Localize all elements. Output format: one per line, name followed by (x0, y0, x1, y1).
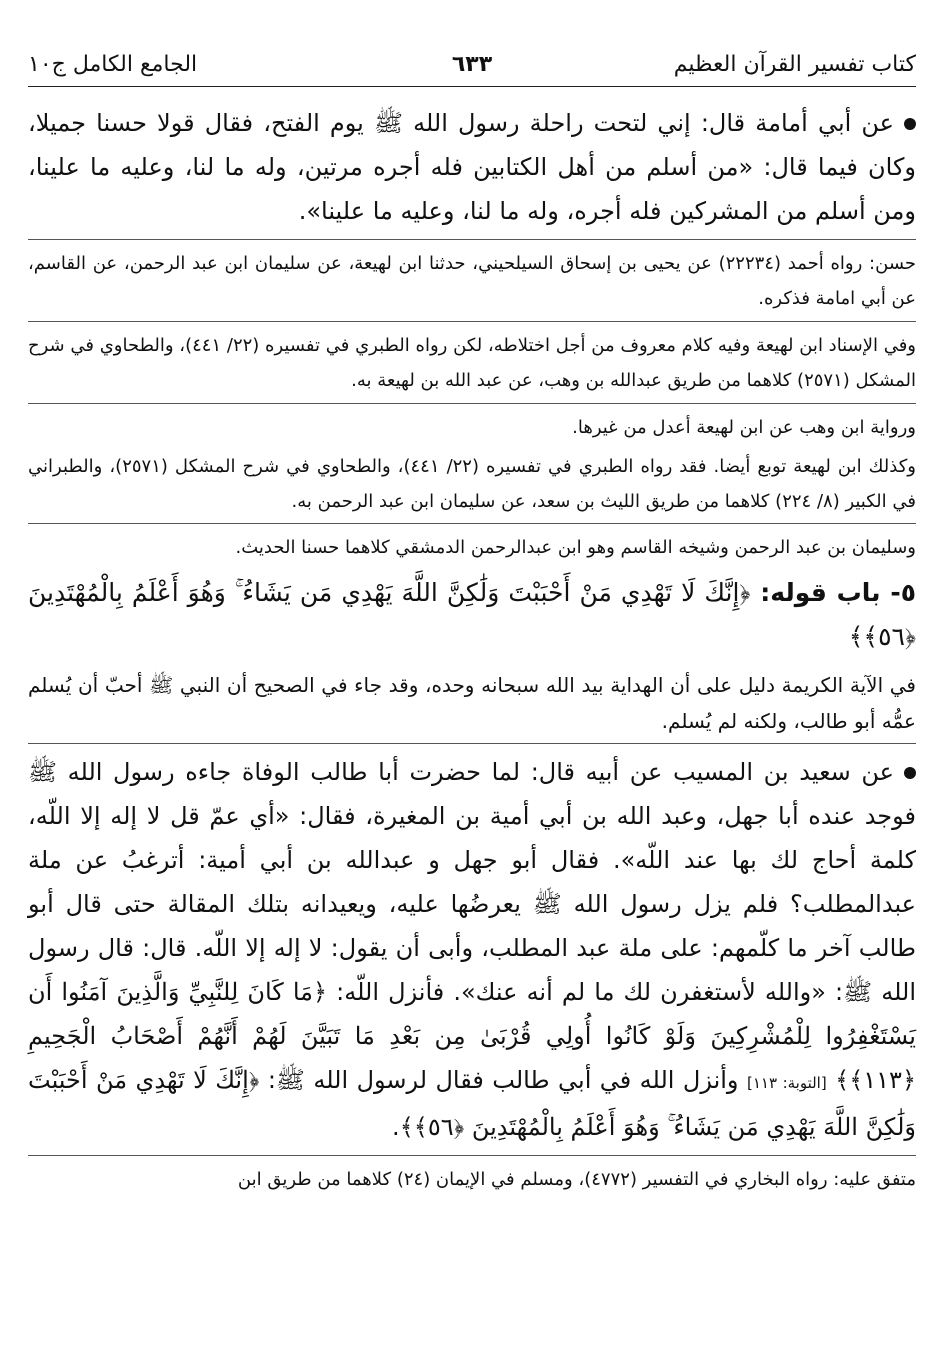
divider (28, 321, 916, 322)
divider (28, 239, 916, 240)
quran-verse: ﴿مَا كَانَ لِلنَّبِيِّ وَالَّذِينَ آمَنُوا أَن يَسْتَغْفِرُوا لِلْمُشْرِكِينَ وَلَوْ كَانُوا أُولِي قُرْبَىٰ مِن بَعْدِ مَا تَبَيَّنَ لَهُمْ أَنَّهُمْ أَصْحَابُ الْجَحِيمِ ﴿١١٣﴾﴾ (28, 978, 916, 1094)
hadith-text (28, 101, 916, 233)
book-page (28, 46, 916, 1356)
quran-verse: ﴿إِنَّكَ لَا تَهْدِي مَنْ أَحْبَبْتَ وَلَٰكِنَّ اللَّهَ يَهْدِي مَن يَشَاءُ ۚ وَهُوَ أَعْلَمُ بِالْمُهْتَدِينَ ﴿٥٦﴾﴾ (28, 578, 916, 651)
divider (28, 743, 916, 744)
hadith-body: عن سعيد بن المسيب عن أبيه قال: لما حضرت أبا طالب الوفاة جاءه رسول الله ﷺ فوجد عنده أبا جهل، وعبد الله بن أبي أمية بن المغيرة، فقال: «أي عمّ قل لا إله إلا اللّه، كلمة أحاج لك بها عند اللّه». فقال أبو جهل و عبدالله بن أبي أمية: أترغبُ عن ملة عبدالمطلب؟ فلم يزل رسول الله ﷺ يعرضُها عليه، ويعيدانه بتلك المقالة حتى قال أبو طالب آخر ما كلّمهم: على ملة عبد المطلب، وأبى أن يقول: لا إله إلا اللّه. قال: قال رسول الله ﷺ: «والله لأستغفرن لك ما لم أنه عنك». فأنزل اللّه: (28, 758, 916, 1006)
verse-reference: [التوبة: ١١٣] (746, 1074, 827, 1092)
chapter-heading (28, 571, 916, 659)
divider (28, 403, 916, 404)
isnad-note: ورواية ابن وهب عن ابن لهيعة أعدل من غيرها. (572, 417, 916, 438)
page-header (28, 46, 916, 87)
bullet-icon (904, 767, 916, 779)
divider (28, 523, 916, 524)
hadith-body: عن أبي أمامة قال: إني لتحت راحلة رسول الله ﷺ يوم الفتح، فقال قولا حسنا جميلا، وكان فيما قال: «من أسلم من أهل الكتابين فله أجره مرتين، وله ما لنا، وعليه ما علينا، ومن أسلم من المشركين فله أجره، وله ما لنا، وعليه ما علينا». (28, 109, 916, 225)
isnad-note: وفي الإسناد ابن لهيعة وفيه كلام معروف من أجل اختلاطه، لكن رواه الطبري في تفسيره (٢٢/ ٤٤١)، والطحاوي في شرح المشكل (٢٥٧١) كلاهما من طريق عبدالله بن وهب، عن عبد الله بن لهيعة به. (28, 335, 916, 391)
isnad-note: وكذلك ابن لهيعة توبع أيضا. فقد رواه الطبري في تفسيره (٢٢/ ٤٤١)، والطحاوي في شرح المشكل (٢٥٧١)، والطبراني في الكبير (٨/ ٢٢٤) كلاهما من طريق الليث بن سعد، عن سليمان ابن عبد الرحمن به. (28, 456, 916, 512)
hadith-end: . (392, 1113, 400, 1141)
divider (28, 1155, 916, 1156)
isnad-note: وسليمان بن عبد الرحمن وشيخه القاسم وهو ابن عبدالرحمن الدمشقي كلاهما حسنا الحديث. (235, 537, 916, 558)
hadith-text (28, 750, 916, 1149)
chapter-label: ٥- باب قوله: (760, 578, 916, 607)
series-title: الجامع الكامل ج١٠ (28, 52, 198, 77)
book-title: كتاب تفسير القرآن العظيم (673, 52, 916, 77)
takhrij-note: حسن: رواه أحمد (٢٢٢٣٤) عن يحيى بن إسحاق السيلحيني، حدثنا ابن لهيعة، عن سليمان ابن عبد الرحمن، عن القاسم، عن أبي امامة فذكره. (28, 253, 917, 309)
page-number: ٦٣٣ (451, 52, 493, 77)
takhrij-note: متفق عليه: رواه البخاري في التفسير (٤٧٧٢)، ومسلم في الإيمان (٢٤) كلاهما من طريق ابن (237, 1169, 916, 1190)
hadith-body: وأنزل الله في أبي طالب فقال لرسول الله ﷺ: (267, 1066, 739, 1094)
bullet-icon (904, 118, 916, 130)
commentary-text: في الآية الكريمة دليل على أن الهداية بيد الله سبحانه وحده، وقد جاء في الصحيح أن النبي ﷺ أحبّ أن يُسلم عمُّه أبو طالب، ولكنه لم يُسلم. (28, 673, 916, 733)
quran-verse: ﴿إِنَّكَ لَا تَهْدِي مَنْ أَحْبَبْتَ وَلَٰكِنَّ اللَّهَ يَهْدِي مَن يَشَاءُ ۚ وَهُوَ أَعْلَمُ بِالْمُهْتَدِينَ ﴿٥٦﴾﴾ (28, 1066, 916, 1141)
